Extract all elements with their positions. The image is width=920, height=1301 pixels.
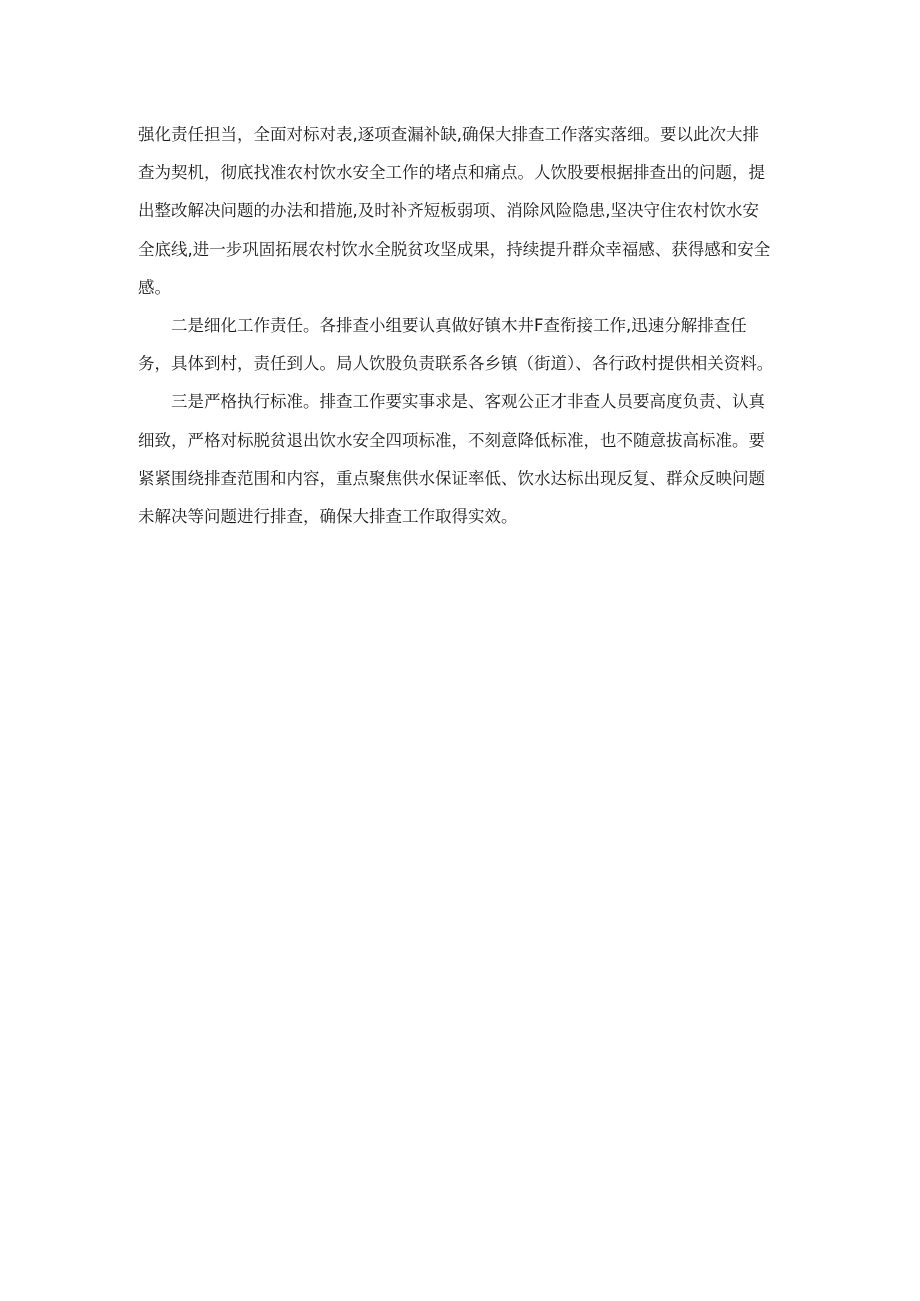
text-line: 感。	[138, 277, 171, 297]
text-line: 务，具体到村，责任到人。局人饮股负责联系各乡镇（街道）、各行政村提供相关资料。	[138, 354, 774, 374]
text-line: 紧紧围绕排查范围和内容，重点聚焦供水保证率低、饮水达标出现反复、群众反映问题	[138, 468, 765, 488]
text-line: 细致，严格对标脱贫退出饮水安全四项标准，不刻意降低标准，也不随意拔高标准。要	[138, 430, 765, 450]
paragraph-three-start: 三是严格执行标准。排查工作要实事求是、客观公正才非查人员要高度负责、认真	[171, 392, 765, 412]
text-line: 全底线,进一步巩固拓展农村饮水全脱贫攻坚成果，持续提升群众幸福感、获得感和安全	[138, 239, 771, 259]
text-line: 未解决等问题进行排查，确保大排查工作取得实效。	[138, 507, 518, 527]
document-body	[138, 116, 788, 536]
paragraph-two-start: 二是细化工作责任。各排查小组要认真做好镇木井F查衔接工作,迅速分解排查任	[171, 316, 747, 336]
text-line: 出整改解决问题的办法和措施,及时补齐短板弱项、消除风险隐患,坚决守住农村饮水安	[138, 201, 759, 221]
text-line: 查为契机，彻底找准农村饮水安全工作的堵点和痛点。人饮股要根据排查出的问题，提	[138, 163, 765, 183]
text-line: 强化责任担当，全面对标对表,逐项查漏补缺,确保大排查工作落实落细。要以此次大排	[138, 125, 759, 144]
